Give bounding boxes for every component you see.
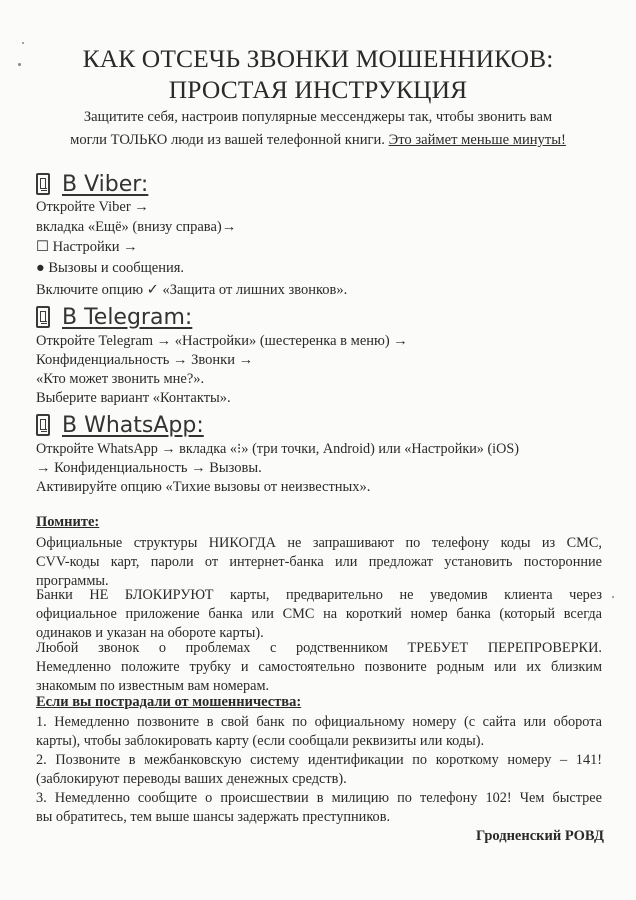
phone-icon bbox=[36, 173, 50, 195]
text-line: карты), чтобы заблокировать карту (если сообщали реквизиты или коды). bbox=[36, 733, 485, 749]
intro-line-2 bbox=[32, 129, 604, 152]
telegram-heading-label: В Telegram: bbox=[62, 304, 193, 330]
telegram-step-1: Откройте Telegram → «Настройки» (шестеренка в меню) → bbox=[36, 333, 408, 349]
victim-step-3 bbox=[36, 789, 602, 827]
text-line: (заблокируют переводы ваших денежных средств). bbox=[36, 771, 347, 787]
victim-step-1 bbox=[36, 713, 602, 751]
whatsapp-heading bbox=[36, 411, 204, 439]
text-line: Банки НЕ БЛОКИРУЮТ карты, предварительно не уведомив клиента через bbox=[36, 587, 602, 603]
viber-step-5: Включите опцию ✓ «Защита от лишних звонков». bbox=[36, 282, 348, 298]
text-line: Любой звонок о проблемах с родственником ТРЕБУЕТ ПЕРЕПРОВЕРКИ. bbox=[36, 640, 602, 656]
intro-line-2-text: могли ТОЛЬКО люди из вашей телефонной книги. bbox=[70, 132, 389, 148]
text-line: программы. bbox=[36, 573, 109, 589]
whatsapp-step-1: Откройте WhatsApp → вкладка «⁝» (три точки, Android) или «Настройки» (iOS) bbox=[36, 441, 519, 457]
intro-emphasis: Это займет меньше минуты! bbox=[388, 132, 566, 148]
text-line: официальное приложение банка или СМС на короткий номер банка (который всегда bbox=[36, 606, 602, 622]
remember-paragraph-1 bbox=[36, 534, 602, 591]
telegram-step-4: Выберите вариант «Контакты». bbox=[36, 390, 231, 406]
signature: Гродненский РОВД bbox=[476, 828, 604, 844]
text-line: 3. Немедленно сообщите о происшествии в милицию по телефону 102! Чем быстрее bbox=[36, 790, 602, 806]
telegram-heading bbox=[36, 303, 192, 331]
scan-speck bbox=[612, 596, 614, 598]
remember-heading: Помните: bbox=[36, 514, 100, 530]
phone-icon bbox=[36, 306, 50, 328]
whatsapp-heading-label: В WhatsApp: bbox=[62, 412, 204, 438]
text-line: одинаков и указан на обороте карты). bbox=[36, 625, 264, 641]
text-line: 2. Позвоните в межбанковскую систему идентификации по короткому номеру – 141! bbox=[36, 752, 602, 768]
page-title-line-1: КАК ОТСЕЧЬ ЗВОНКИ МОШЕННИКОВ: bbox=[82, 44, 554, 73]
text-line: знакомым по известным вам номерам. bbox=[36, 678, 270, 694]
viber-step-4: ● Вызовы и сообщения. bbox=[36, 260, 185, 276]
intro-line-1: Защитите себя, настроив популярные мессенджеры так, чтобы звонить вам bbox=[83, 109, 553, 125]
victim-heading: Если вы пострадали от мошенничества: bbox=[36, 694, 302, 710]
viber-heading bbox=[36, 170, 148, 198]
text-line: Немедленно положите трубку и самостоятельно позвоните родным или их близким bbox=[36, 659, 602, 675]
text-line: вы обратитесь, тем выше шансы задержать преступников. bbox=[36, 809, 391, 825]
text-line: Официальные структуры НИКОГДА не запрашивают по телефону коды из СМС, bbox=[36, 535, 602, 551]
viber-step-1: Откройте Viber → bbox=[36, 199, 149, 215]
text-line: 1. Немедленно позвоните в свой банк по официальному номеру (с сайта или оборота bbox=[36, 714, 602, 730]
remember-paragraph-3 bbox=[36, 639, 602, 696]
phone-icon bbox=[36, 414, 50, 436]
text-line: CVV-коды карт, пароли от интернет-банка или предложат установить посторонние bbox=[36, 554, 602, 570]
whatsapp-step-3: Активируйте опцию «Тихие вызовы от неизвестных». bbox=[36, 479, 371, 495]
remember-paragraph-2 bbox=[36, 586, 602, 643]
page-title-line-2: ПРОСТАЯ ИНСТРУКЦИЯ bbox=[168, 75, 468, 104]
viber-step-3: ☐ Настройки → bbox=[36, 239, 138, 255]
viber-heading-label: В Viber: bbox=[62, 171, 149, 197]
viber-step-2: вкладка «Ещё» (внизу справа)→ bbox=[36, 219, 237, 235]
telegram-step-2: Конфиденциальность → Звонки → bbox=[36, 352, 254, 368]
telegram-step-3: «Кто может звонить мне?». bbox=[36, 371, 205, 387]
victim-step-2 bbox=[36, 751, 602, 789]
whatsapp-step-2: → Конфиденциальность → Вызовы. bbox=[36, 460, 262, 476]
